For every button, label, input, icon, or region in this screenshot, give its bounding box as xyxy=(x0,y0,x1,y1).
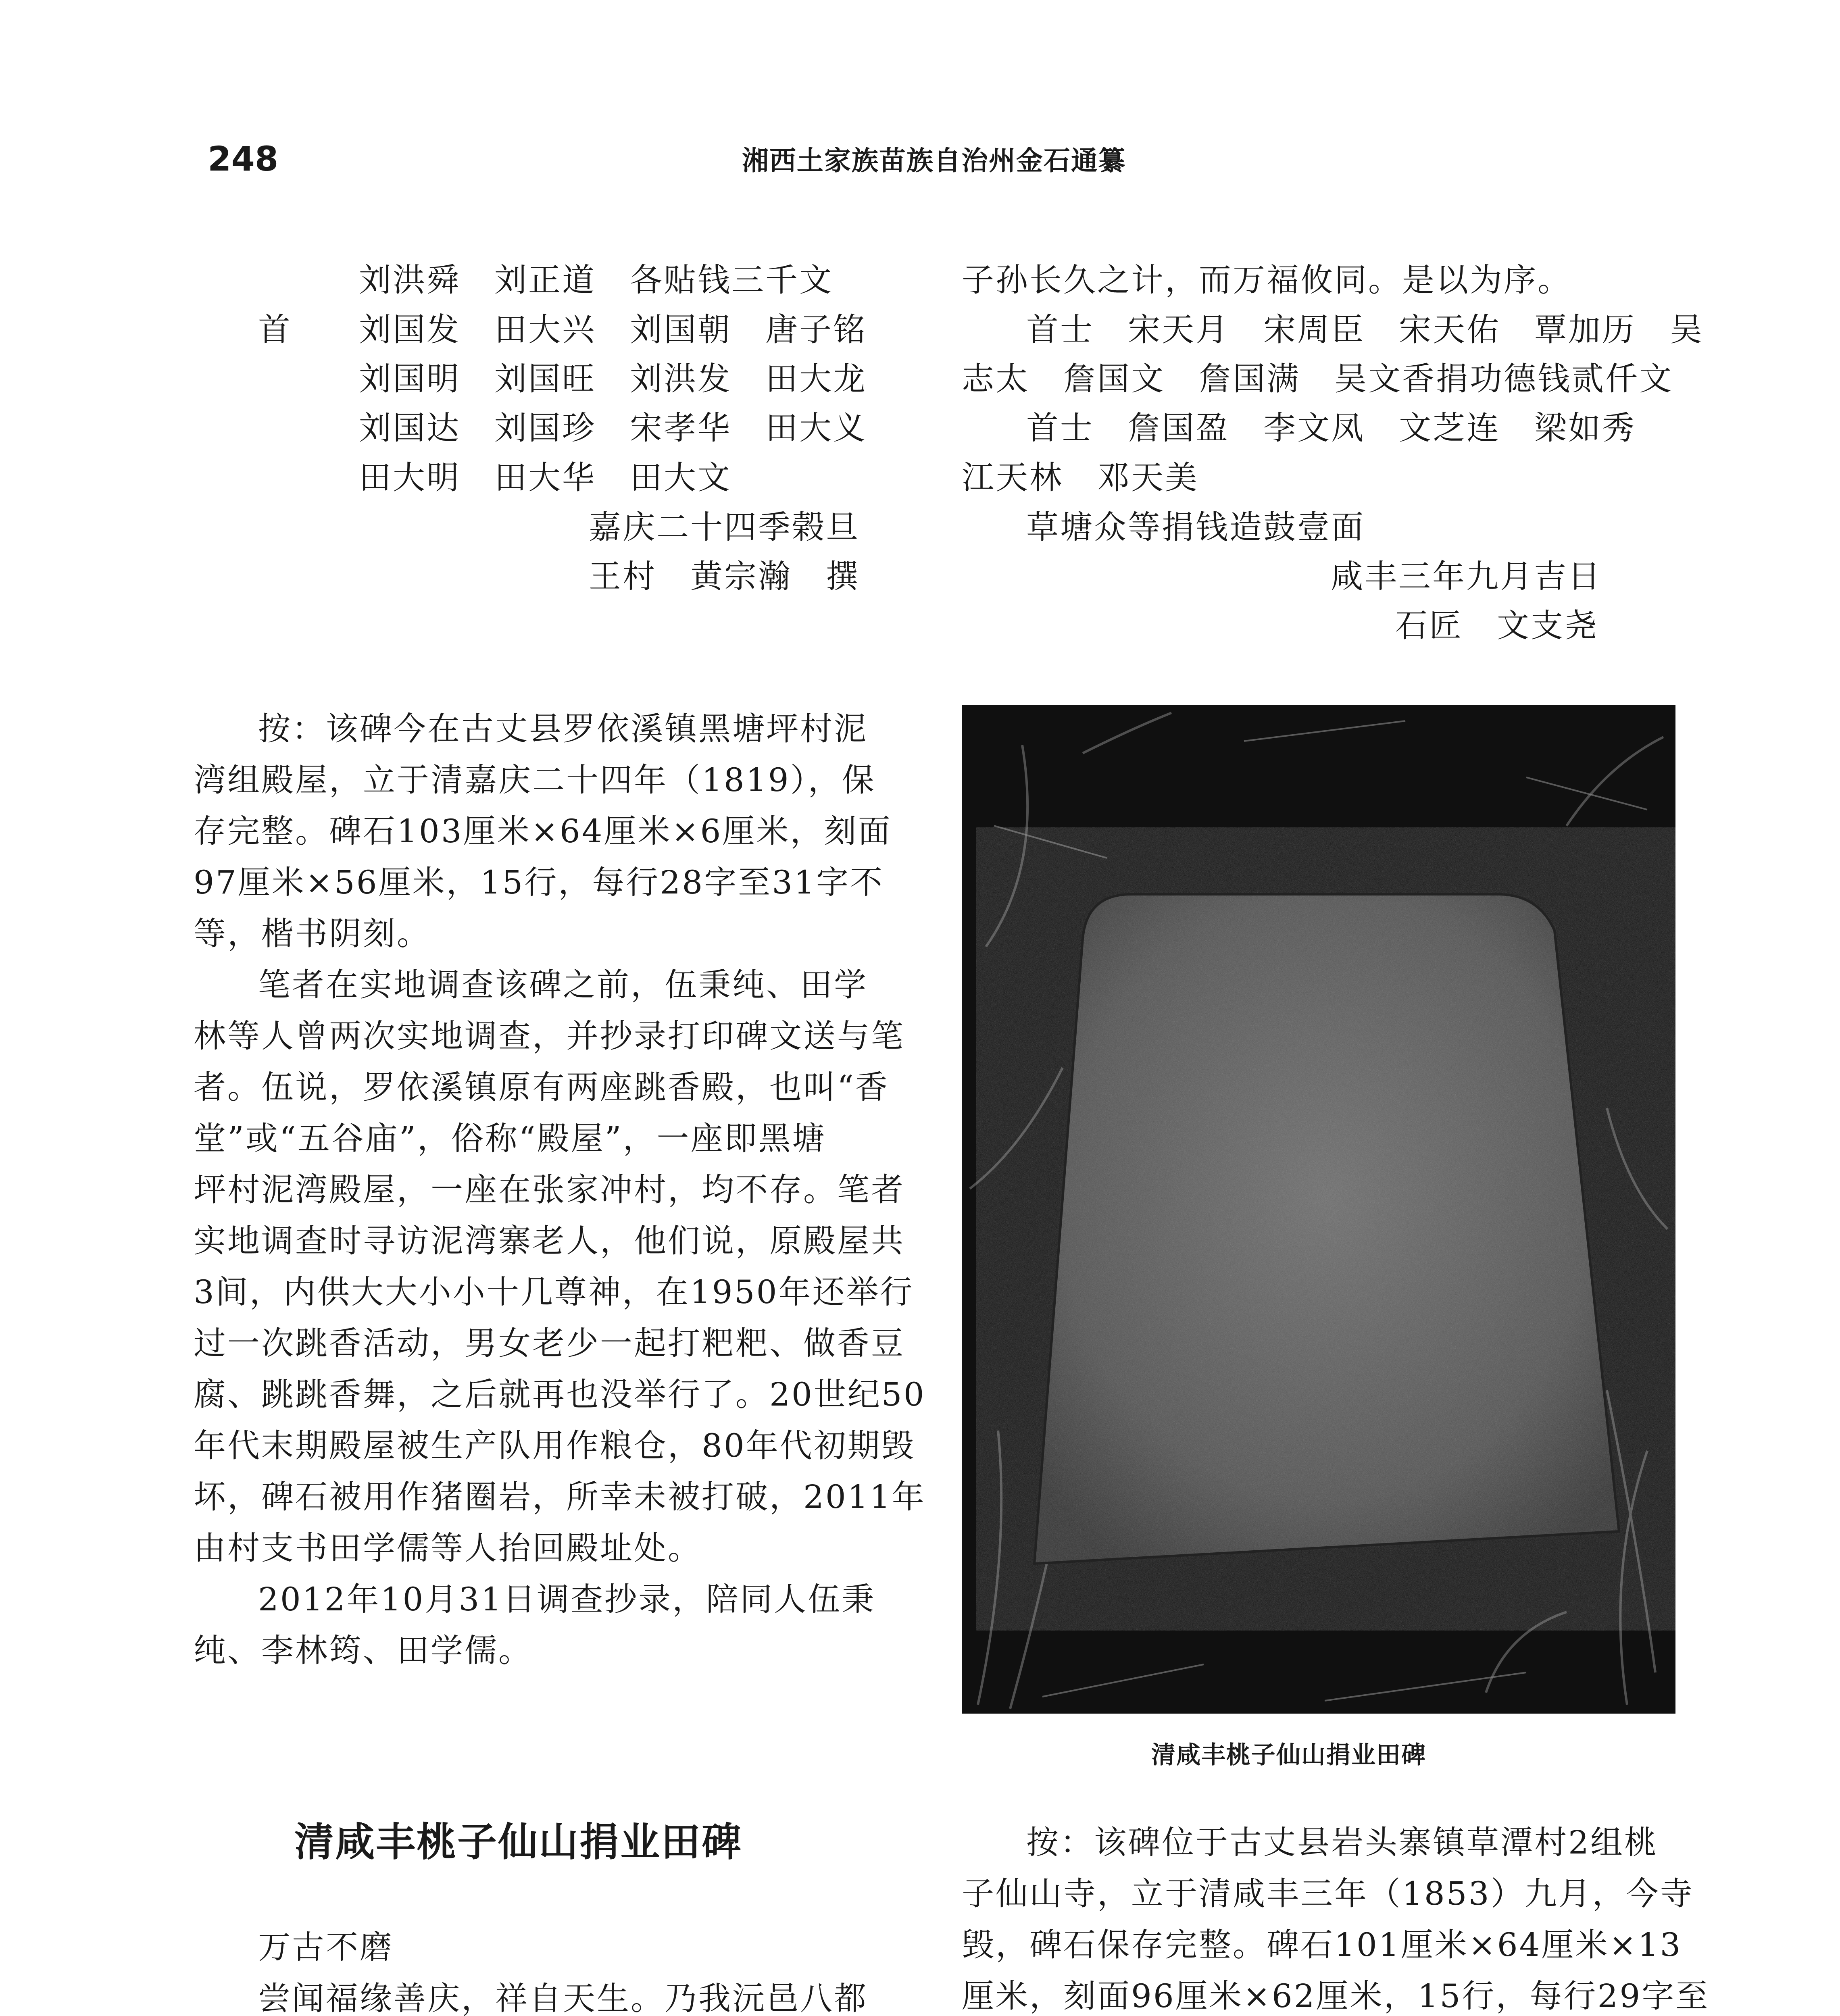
text-line: 湾组殿屋，立于清嘉庆二十四年（1819），保 xyxy=(194,761,876,799)
mason-line: 石匠 文支尧 xyxy=(1395,607,1598,644)
name-row: 田大明 田大华 田大文 xyxy=(359,459,731,496)
text-line: 按：该碑今在古丈县罗依溪镇黑塘坪村泥 xyxy=(258,710,868,748)
text-line: 由村支书田学儒等人抬回殿址处。 xyxy=(194,1529,702,1567)
text-line: 笔者在实地调查该碑之前，伍秉纯、田学 xyxy=(258,966,868,1004)
photo-caption: 清咸丰桃子仙山捐业田碑 xyxy=(1151,1741,1426,1769)
text-line: 尝闻福缘善庆，祥自天生。乃我沅邑八都 xyxy=(258,1980,868,2016)
text-line: 子孙长久之计，而万福攸同。是以为序。 xyxy=(962,261,1571,299)
text-line: 万古不磨 xyxy=(258,1929,394,1966)
text-line: 者。伍说，罗依溪镇原有两座跳香殿，也叫“香 xyxy=(194,1068,889,1106)
date-line: 嘉庆二十四季榖旦 xyxy=(589,508,860,546)
text-line: 97厘米×56厘米，15行，每行28字至31字不 xyxy=(194,864,884,901)
page-number: 248 xyxy=(208,139,279,179)
stele-photo-image xyxy=(962,705,1675,1714)
text-line: 首士 詹国盈 李文凤 文芝连 梁如秀 xyxy=(1026,409,1636,447)
text-line: 子仙山寺，立于清咸丰三年（1853）九月，今寺 xyxy=(962,1875,1694,1912)
text-line: 等，楷书阴刻。 xyxy=(194,915,431,952)
text-line: 腐、跳跳香舞，之后就再也没举行了。20世纪50 xyxy=(194,1376,926,1413)
name-row: 刘国明 刘国旺 刘洪发 田大龙 xyxy=(359,360,867,398)
shou-marker: 首 xyxy=(258,311,292,348)
text-line: 2012年10月31日调查抄录，陪同人伍秉 xyxy=(258,1581,876,1618)
book-title: 湘西土家族苗族自治州金石通纂 xyxy=(742,145,1126,176)
text-line: 年代末期殿屋被生产队用作粮仓，80年代初期毁 xyxy=(194,1427,915,1464)
text-line: 过一次跳香活动，男女老少一起打粑粑、做香豆 xyxy=(194,1325,905,1362)
name-row: 刘洪舜 刘正道 各贴钱三千文 xyxy=(359,261,833,299)
text-line: 按：该碑位于古丈县岩头寨镇草潭村2组桃 xyxy=(1026,1824,1658,1861)
text-line: 草塘众等捐钱造鼓壹面 xyxy=(1026,508,1365,546)
text-line: 林等人曾两次实地调查，并抄录打印碑文送与笔 xyxy=(194,1017,905,1055)
text-line: 纯、李林筠、田学儒。 xyxy=(194,1632,532,1669)
name-row: 刘国发 田大兴 刘国朝 唐子铭 xyxy=(359,311,867,348)
date-line: 咸丰三年九月吉日 xyxy=(1331,558,1602,595)
text-line: 毁，碑石保存完整。碑石101厘米×64厘米×13 xyxy=(962,1926,1682,1964)
stele-photo xyxy=(962,705,1675,1714)
text-line: 实地调查时寻访泥湾寨老人，他们说，原殿屋共 xyxy=(194,1222,905,1260)
text-line: 堂”或“五谷庙”，俗称“殿屋”，一座即黑塘 xyxy=(194,1120,826,1157)
text-line: 3间，内供大大小小十几尊神，在1950年还举行 xyxy=(194,1273,914,1311)
text-line: 坏，碑石被用作猪圈岩，所幸未被打破，2011年 xyxy=(194,1478,926,1516)
text-line: 厘米，刻面96厘米×62厘米，15行，每行29字至 xyxy=(962,1977,1710,2015)
section-title: 清咸丰桃子仙山捐业田碑 xyxy=(294,1819,743,1865)
text-line: 首士 宋天月 宋周臣 宋天佑 覃加历 吴 xyxy=(1026,311,1704,348)
text-line: 坪村泥湾殿屋，一座在张家冲村，均不存。笔者 xyxy=(194,1171,905,1208)
text-line: 江天林 邓天美 xyxy=(962,459,1199,496)
author-line: 王村 黄宗瀚 撰 xyxy=(589,558,860,595)
text-line: 志太 詹国文 詹国满 吴文香捐功德钱贰仟文 xyxy=(962,360,1673,398)
name-row: 刘国达 刘国珍 宋孝华 田大义 xyxy=(359,409,867,447)
text-line: 存完整。碑石103厘米×64厘米×6厘米，刻面 xyxy=(194,812,892,850)
